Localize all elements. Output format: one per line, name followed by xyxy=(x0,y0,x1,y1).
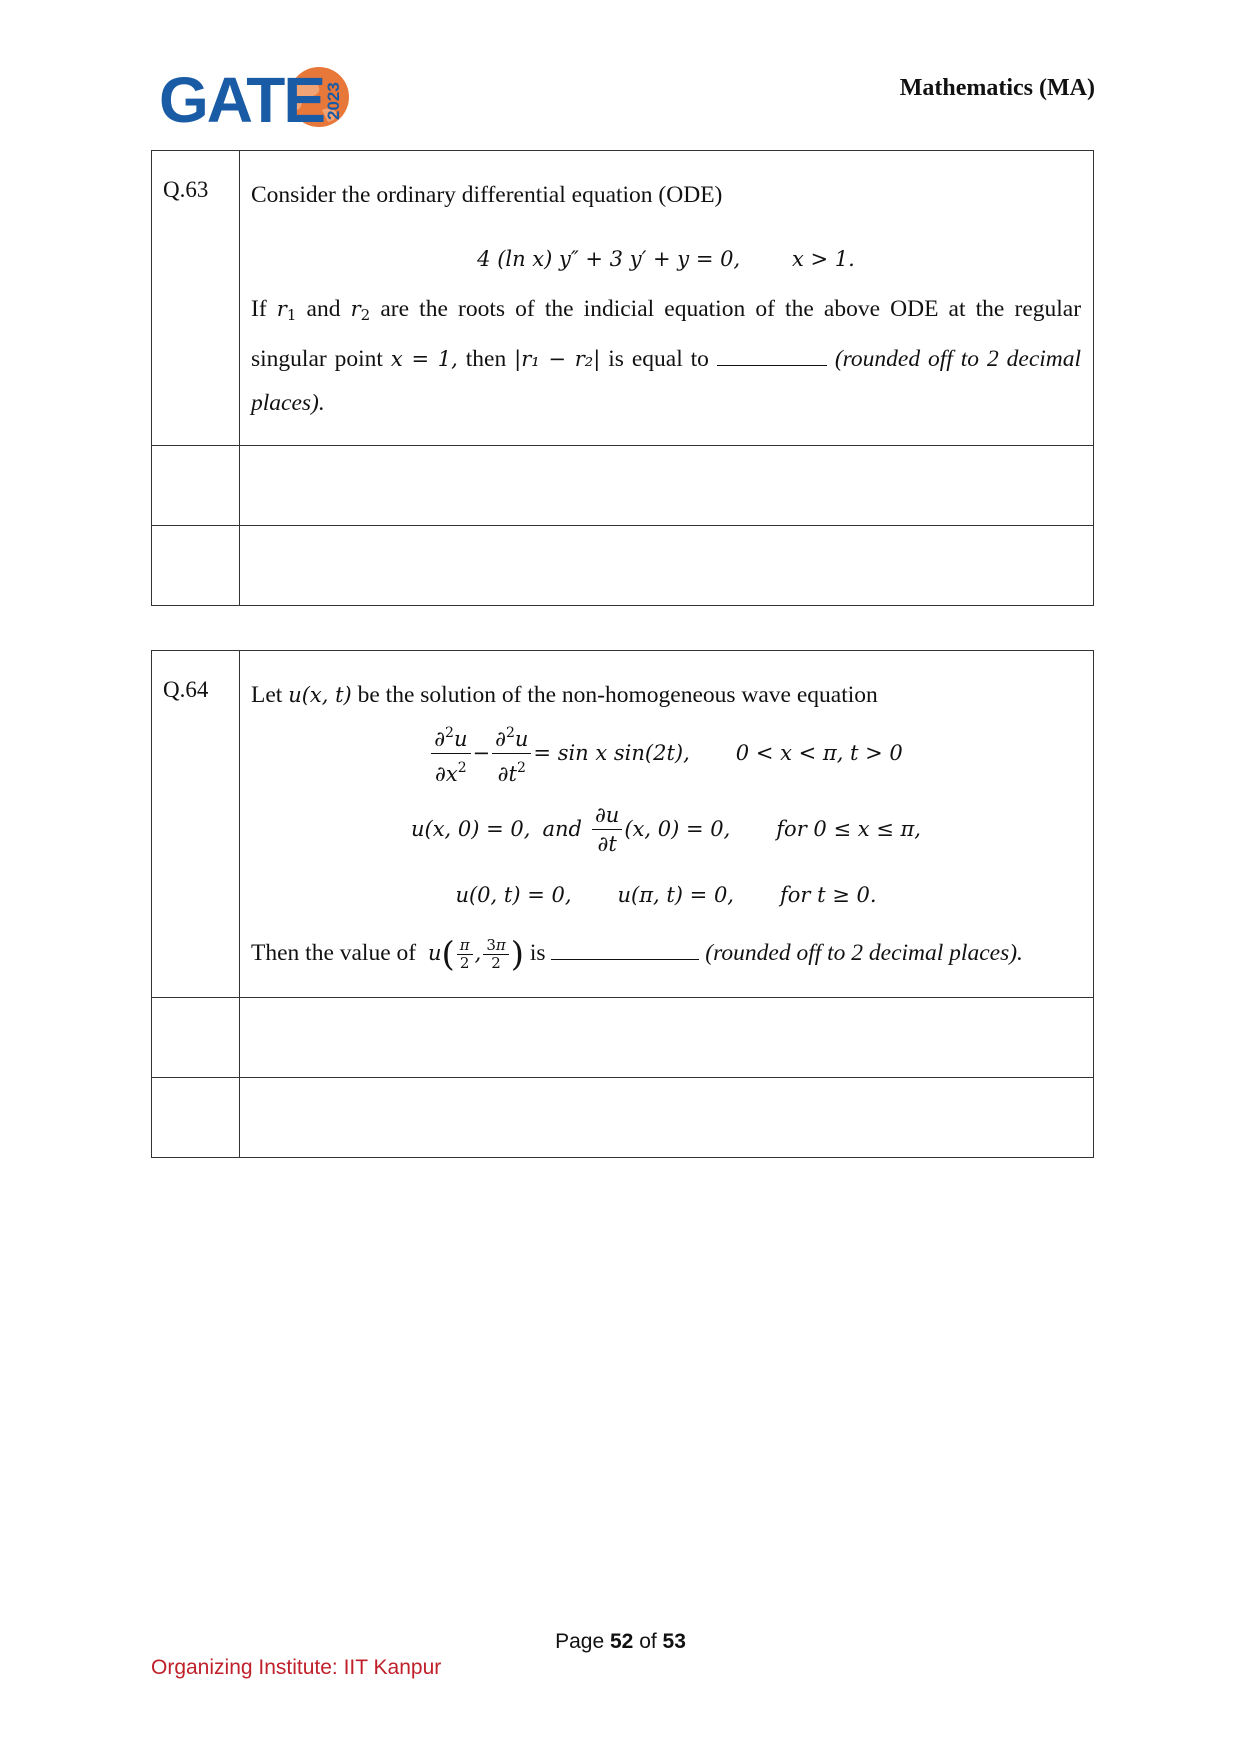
empty-cell xyxy=(240,526,1094,606)
svg-text:GATE: GATE xyxy=(159,64,325,136)
empty-cell xyxy=(152,526,240,606)
empty-cell xyxy=(152,1077,240,1157)
wave-equation: $\frac{\partial^2u}{\partial x^2}$ − $\frac{\partial^2u}{\partial t^2}$ = sin x sin(2t), 0 < x < π, t > 0 xyxy=(251,717,1081,789)
question-63-table xyxy=(151,150,1094,606)
subject-title: Mathematics (MA) xyxy=(899,75,1095,101)
question-63-body xyxy=(240,151,1094,446)
question-64-table xyxy=(151,650,1094,1158)
answer-blank[interactable] xyxy=(717,343,827,366)
empty-cell xyxy=(240,446,1094,526)
boundary-conditions: u(0, t) = 0, u(π, t) = 0, for t ≥ 0. xyxy=(455,883,877,907)
empty-cell xyxy=(240,997,1094,1077)
question-64-body xyxy=(240,651,1094,998)
question-intro: Let u(x, t) be the solution of the non-homogeneous wave equation xyxy=(251,682,878,708)
empty-cell xyxy=(152,446,240,526)
initial-conditions: u(x, 0) = 0, and $\frac{\partial u}{\partial t}$ (x, 0) = 0, for 0 ≤ x ≤ π, xyxy=(411,802,921,856)
ode-equation: 4 (ln x) y″ + 3 y′ + y = 0, x > 1. xyxy=(477,247,855,271)
organizing-institute: Organizing Institute: IIT Kanpur xyxy=(151,1656,442,1679)
gate-2023-logo xyxy=(157,60,357,140)
page-number: Page 52 of 53 xyxy=(555,1630,686,1653)
answer-blank[interactable] xyxy=(551,937,699,960)
question-number: Q.63 xyxy=(152,151,240,446)
question-number: Q.64 xyxy=(152,651,240,998)
empty-cell xyxy=(240,1077,1094,1157)
svg-text:2023: 2023 xyxy=(324,82,343,120)
empty-cell xyxy=(152,997,240,1077)
question-intro: Consider the ordinary differential equation (ODE) xyxy=(251,182,723,208)
question-63-text: If $r_1$ and $r_2$ are the roots of the indicial equation of the above ODE at the regular singular point x = 1, then |r₁ − r₂| is equal to (rounded off to 2 decimal places). xyxy=(251,296,1082,416)
question-64-text: Then the value of u( $\frac{\pi}{2}$ , $\frac{3\pi}{2}$ ) is (rounded off to 2 decimal places). xyxy=(251,934,1023,975)
